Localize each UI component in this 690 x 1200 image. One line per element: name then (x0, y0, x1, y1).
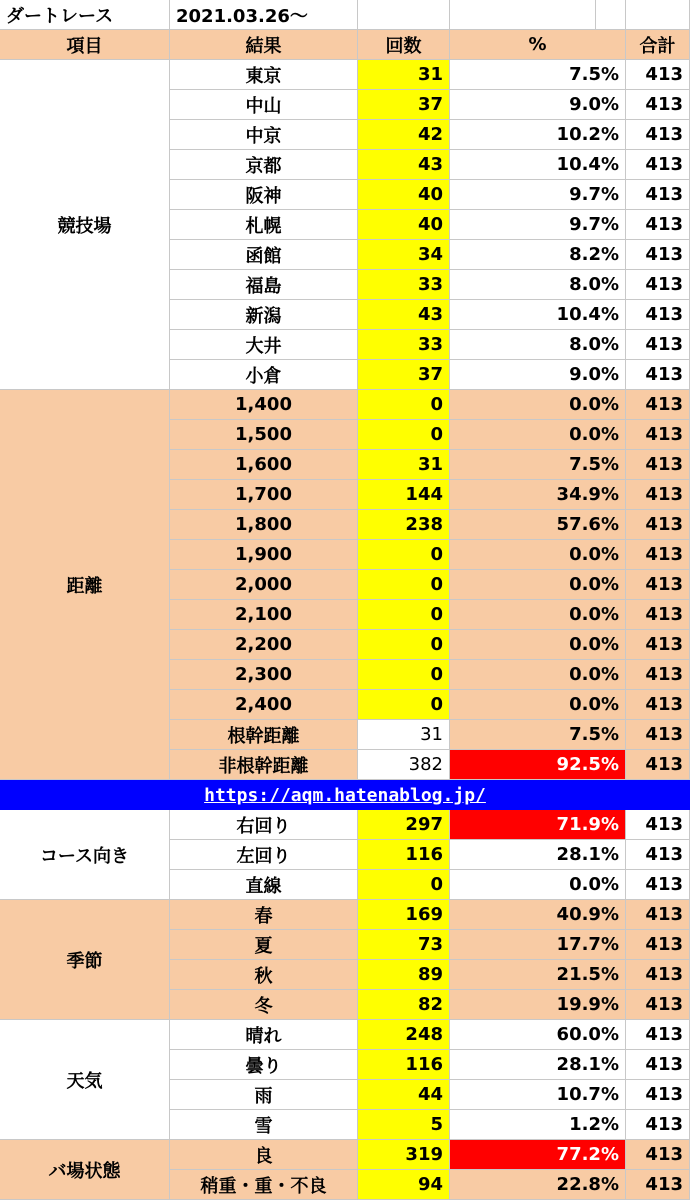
count-cell[interactable]: 238 (358, 510, 450, 540)
count-cell[interactable]: 0 (358, 660, 450, 690)
total-cell[interactable]: 413 (626, 240, 690, 270)
count-cell[interactable]: 37 (358, 90, 450, 120)
result-cell[interactable]: 根幹距離 (170, 720, 358, 750)
total-cell[interactable]: 413 (626, 660, 690, 690)
count-cell[interactable]: 0 (358, 630, 450, 660)
percent-cell[interactable]: 0.0% (450, 690, 626, 720)
result-cell[interactable]: 函館 (170, 240, 358, 270)
total-cell[interactable]: 413 (626, 690, 690, 720)
total-cell[interactable]: 413 (626, 900, 690, 930)
group-label[interactable]: 距離 (0, 390, 170, 780)
total-cell[interactable]: 413 (626, 870, 690, 900)
group-label[interactable]: 天気 (0, 1020, 170, 1140)
group-label[interactable]: 競技場 (0, 60, 170, 390)
result-cell[interactable]: 春 (170, 900, 358, 930)
total-cell[interactable]: 413 (626, 630, 690, 660)
result-cell[interactable]: 1,800 (170, 510, 358, 540)
result-cell[interactable]: 1,400 (170, 390, 358, 420)
count-cell[interactable]: 0 (358, 870, 450, 900)
total-cell[interactable]: 413 (626, 480, 690, 510)
count-cell[interactable]: 34 (358, 240, 450, 270)
count-cell[interactable]: 33 (358, 270, 450, 300)
count-cell[interactable]: 31 (358, 60, 450, 90)
percent-cell[interactable]: 28.1% (450, 1050, 626, 1080)
count-cell[interactable]: 43 (358, 300, 450, 330)
result-cell[interactable]: 阪神 (170, 180, 358, 210)
total-cell[interactable]: 413 (626, 150, 690, 180)
total-cell[interactable]: 413 (626, 1110, 690, 1140)
empty-cell[interactable] (596, 0, 626, 30)
percent-cell[interactable]: 77.2% (450, 1140, 626, 1170)
count-cell[interactable]: 0 (358, 690, 450, 720)
total-cell[interactable]: 413 (626, 180, 690, 210)
percent-cell[interactable]: 0.0% (450, 390, 626, 420)
result-cell[interactable]: 曇り (170, 1050, 358, 1080)
total-cell[interactable]: 413 (626, 1080, 690, 1110)
percent-cell[interactable]: 9.0% (450, 90, 626, 120)
count-cell[interactable]: 0 (358, 420, 450, 450)
total-cell[interactable]: 413 (626, 390, 690, 420)
total-cell[interactable]: 413 (626, 360, 690, 390)
count-cell[interactable]: 89 (358, 960, 450, 990)
result-cell[interactable]: 右回り (170, 810, 358, 840)
total-cell[interactable]: 413 (626, 600, 690, 630)
date-range[interactable]: 2021.03.26～ (170, 0, 358, 30)
result-cell[interactable]: 札幌 (170, 210, 358, 240)
empty-cell[interactable] (626, 0, 690, 30)
result-cell[interactable]: 小倉 (170, 360, 358, 390)
total-cell[interactable]: 413 (626, 1170, 690, 1200)
count-cell[interactable]: 94 (358, 1170, 450, 1200)
result-cell[interactable]: 1,700 (170, 480, 358, 510)
percent-cell[interactable]: 0.0% (450, 660, 626, 690)
percent-cell[interactable]: 7.5% (450, 720, 626, 750)
result-cell[interactable]: 2,000 (170, 570, 358, 600)
percent-cell[interactable]: 0.0% (450, 420, 626, 450)
count-cell[interactable]: 144 (358, 480, 450, 510)
total-cell[interactable]: 413 (626, 420, 690, 450)
result-cell[interactable]: 良 (170, 1140, 358, 1170)
total-cell[interactable]: 413 (626, 120, 690, 150)
percent-cell[interactable]: 9.0% (450, 360, 626, 390)
count-cell[interactable]: 37 (358, 360, 450, 390)
percent-cell[interactable]: 57.6% (450, 510, 626, 540)
total-cell[interactable]: 413 (626, 750, 690, 780)
count-cell[interactable]: 0 (358, 540, 450, 570)
total-cell[interactable]: 413 (626, 570, 690, 600)
result-cell[interactable]: 中京 (170, 120, 358, 150)
result-cell[interactable]: 秋 (170, 960, 358, 990)
result-cell[interactable]: 新潟 (170, 300, 358, 330)
count-cell[interactable]: 43 (358, 150, 450, 180)
percent-cell[interactable]: 71.9% (450, 810, 626, 840)
result-cell[interactable]: 直線 (170, 870, 358, 900)
result-cell[interactable]: 2,400 (170, 690, 358, 720)
total-cell[interactable]: 413 (626, 960, 690, 990)
total-cell[interactable]: 413 (626, 60, 690, 90)
result-cell[interactable]: 福島 (170, 270, 358, 300)
result-cell[interactable]: 雨 (170, 1080, 358, 1110)
percent-cell[interactable]: 92.5% (450, 750, 626, 780)
count-cell[interactable]: 116 (358, 840, 450, 870)
percent-cell[interactable]: 17.7% (450, 930, 626, 960)
percent-cell[interactable]: 9.7% (450, 180, 626, 210)
percent-cell[interactable]: 8.0% (450, 330, 626, 360)
percent-cell[interactable]: 0.0% (450, 870, 626, 900)
percent-cell[interactable]: 40.9% (450, 900, 626, 930)
group-label[interactable]: バ場状態 (0, 1140, 170, 1200)
total-cell[interactable]: 413 (626, 990, 690, 1020)
group-label[interactable]: 季節 (0, 900, 170, 1020)
header-total[interactable]: 合計 (626, 30, 690, 60)
group-label[interactable]: コース向き (0, 810, 170, 900)
count-cell[interactable]: 44 (358, 1080, 450, 1110)
result-cell[interactable]: 2,100 (170, 600, 358, 630)
percent-cell[interactable]: 0.0% (450, 600, 626, 630)
result-cell[interactable]: 非根幹距離 (170, 750, 358, 780)
percent-cell[interactable]: 10.4% (450, 300, 626, 330)
result-cell[interactable]: 冬 (170, 990, 358, 1020)
total-cell[interactable]: 413 (626, 300, 690, 330)
percent-cell[interactable]: 19.9% (450, 990, 626, 1020)
total-cell[interactable]: 413 (626, 1020, 690, 1050)
result-cell[interactable]: 2,300 (170, 660, 358, 690)
header-count[interactable]: 回数 (358, 30, 450, 60)
count-cell[interactable]: 248 (358, 1020, 450, 1050)
empty-cell[interactable] (358, 0, 450, 30)
blog-link[interactable]: https://aqm.hatenablog.jp/ (204, 784, 486, 806)
result-cell[interactable]: 1,900 (170, 540, 358, 570)
count-cell[interactable]: 31 (358, 450, 450, 480)
header-result[interactable]: 結果 (170, 30, 358, 60)
count-cell[interactable]: 33 (358, 330, 450, 360)
total-cell[interactable]: 413 (626, 720, 690, 750)
result-cell[interactable]: 東京 (170, 60, 358, 90)
percent-cell[interactable]: 34.9% (450, 480, 626, 510)
percent-cell[interactable]: 0.0% (450, 540, 626, 570)
blog-link-banner (0, 780, 690, 810)
count-cell[interactable]: 319 (358, 1140, 450, 1170)
result-cell[interactable]: 1,500 (170, 420, 358, 450)
empty-cell[interactable] (450, 0, 596, 30)
percent-cell[interactable]: 28.1% (450, 840, 626, 870)
count-cell[interactable]: 31 (358, 720, 450, 750)
percent-cell[interactable]: 21.5% (450, 960, 626, 990)
percent-cell[interactable]: 7.5% (450, 450, 626, 480)
result-cell[interactable]: 京都 (170, 150, 358, 180)
percent-cell[interactable]: 60.0% (450, 1020, 626, 1050)
count-cell[interactable]: 169 (358, 900, 450, 930)
total-cell[interactable]: 413 (626, 330, 690, 360)
total-cell[interactable]: 413 (626, 1050, 690, 1080)
count-cell[interactable]: 40 (358, 180, 450, 210)
percent-cell[interactable]: 10.2% (450, 120, 626, 150)
total-cell[interactable]: 413 (626, 90, 690, 120)
total-cell[interactable]: 413 (626, 510, 690, 540)
count-cell[interactable]: 382 (358, 750, 450, 780)
count-cell[interactable]: 116 (358, 1050, 450, 1080)
count-cell[interactable]: 0 (358, 390, 450, 420)
count-cell[interactable]: 0 (358, 600, 450, 630)
result-cell[interactable]: 中山 (170, 90, 358, 120)
result-cell[interactable]: 左回り (170, 840, 358, 870)
result-cell[interactable]: 大井 (170, 330, 358, 360)
total-cell[interactable]: 413 (626, 450, 690, 480)
percent-cell[interactable]: 8.0% (450, 270, 626, 300)
percent-cell[interactable]: 0.0% (450, 630, 626, 660)
percent-cell[interactable]: 9.7% (450, 210, 626, 240)
result-cell[interactable]: 晴れ (170, 1020, 358, 1050)
count-cell[interactable]: 42 (358, 120, 450, 150)
percent-cell[interactable]: 7.5% (450, 60, 626, 90)
result-cell[interactable]: 1,600 (170, 450, 358, 480)
count-cell[interactable]: 5 (358, 1110, 450, 1140)
header-pct[interactable]: % (450, 30, 626, 60)
percent-cell[interactable]: 0.0% (450, 570, 626, 600)
result-cell[interactable]: 2,200 (170, 630, 358, 660)
result-cell[interactable]: 稍重・重・不良 (170, 1170, 358, 1200)
total-cell[interactable]: 413 (626, 210, 690, 240)
result-cell[interactable]: 雪 (170, 1110, 358, 1140)
total-cell[interactable]: 413 (626, 270, 690, 300)
total-cell[interactable]: 413 (626, 540, 690, 570)
total-cell[interactable]: 413 (626, 840, 690, 870)
total-cell[interactable]: 413 (626, 810, 690, 840)
count-cell[interactable]: 297 (358, 810, 450, 840)
count-cell[interactable]: 73 (358, 930, 450, 960)
percent-cell[interactable]: 8.2% (450, 240, 626, 270)
total-cell[interactable]: 413 (626, 1140, 690, 1170)
total-cell[interactable]: 413 (626, 930, 690, 960)
header-item[interactable]: 項目 (0, 30, 170, 60)
percent-cell[interactable]: 22.8% (450, 1170, 626, 1200)
count-cell[interactable]: 82 (358, 990, 450, 1020)
sheet-title[interactable]: ダートレース (0, 0, 170, 30)
percent-cell[interactable]: 10.4% (450, 150, 626, 180)
count-cell[interactable]: 0 (358, 570, 450, 600)
percent-cell[interactable]: 1.2% (450, 1110, 626, 1140)
percent-cell[interactable]: 10.7% (450, 1080, 626, 1110)
result-cell[interactable]: 夏 (170, 930, 358, 960)
count-cell[interactable]: 40 (358, 210, 450, 240)
